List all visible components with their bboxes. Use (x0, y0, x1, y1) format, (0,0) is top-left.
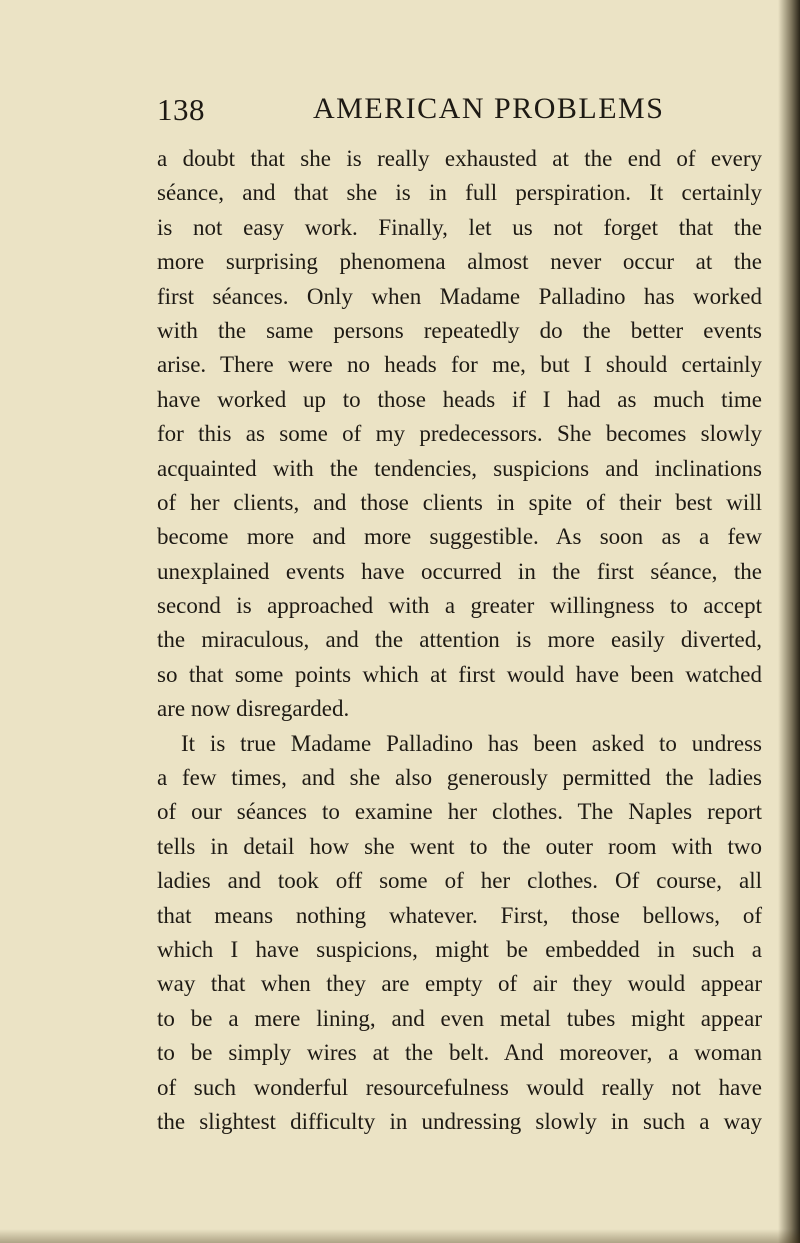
text-line: the slightest difficulty in undressing slowly in such a way (157, 1108, 762, 1134)
page-bottom-shadow (0, 1229, 800, 1243)
text-line: arise. There were no heads for me, but I should certainly (157, 352, 762, 378)
text-line: a few times, and she also generously permitted the ladies (157, 765, 762, 791)
text-line: for this as some of my predecessors. She becomes slowly (157, 421, 762, 447)
text-line: the miraculous, and the attention is more easily diverted, (157, 627, 762, 653)
text-line: of her clients, and those clients in spite of their best will (157, 489, 762, 515)
text-line: to be simply wires at the belt. And moreover, a woman (157, 1040, 762, 1066)
running-title: AMERICAN PROBLEMS (313, 92, 665, 125)
text-line: séance, and that she is in full perspiration. It certainly (157, 180, 762, 206)
text-line: is not easy work. Finally, let us not forget that the (157, 214, 762, 240)
page-number: 138 (157, 92, 205, 127)
body-text (157, 142, 762, 1139)
text-line: more surprising phenomena almost never occur at the (157, 249, 762, 275)
text-line: are now disregarded. (157, 696, 350, 722)
text-line: become more and more suggestible. As soon as a few (157, 524, 762, 550)
text-line: so that some points which at first would have been watched (157, 661, 762, 687)
text-line: with the same persons repeatedly do the better events (157, 317, 762, 343)
text-line: to be a mere lining, and even metal tubes might appear (157, 1005, 762, 1031)
text-line: which I have suspicions, might be embedded in such a (157, 936, 762, 962)
text-line: of such wonderful resourcefulness would really not have (157, 1074, 762, 1100)
text-line: tells in detail how she went to the outer room with two (157, 833, 762, 859)
text-line: way that when they are empty of air they would appear (157, 971, 762, 997)
text-line: have worked up to those heads if I had as much time (157, 386, 762, 412)
text-line: a doubt that she is really exhausted at the end of every (157, 146, 762, 171)
text-line: ladies and took off some of her clothes. Of course, all (157, 868, 762, 894)
text-line: first séances. Only when Madame Palladino has worked (157, 283, 762, 309)
text-line: of our séances to examine her clothes. The Naples report (157, 799, 762, 825)
page-edge-shadow (778, 0, 800, 1243)
page-header (157, 92, 757, 132)
text-line: second is approached with a greater willingness to accept (157, 593, 762, 619)
text-line: It is true Madame Palladino has been asked to undress (181, 730, 762, 756)
text-line: acquainted with the tendencies, suspicions and inclinations (157, 455, 762, 481)
text-line: unexplained events have occurred in the first séance, the (157, 558, 762, 584)
text-line: that means nothing whatever. First, those bellows, of (157, 902, 762, 928)
